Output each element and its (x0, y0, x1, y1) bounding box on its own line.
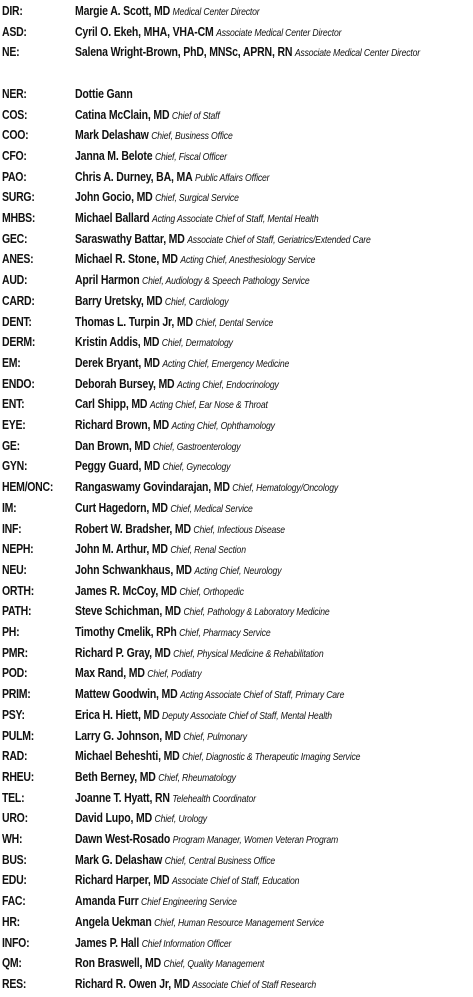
staff-title: Chief, Orthopedic (179, 586, 244, 598)
staff-title: Chief, Central Business Office (164, 855, 276, 867)
staff-name: Richard R. Owen Jr, MD (75, 976, 190, 991)
directory-row (0, 726, 473, 747)
directory-row (0, 581, 473, 602)
directory-row (0, 891, 473, 912)
directory-row (0, 394, 473, 415)
staff-entry (75, 933, 470, 956)
staff-name: Janna M. Belote (75, 148, 153, 163)
staff-title: Chief, Human Resource Management Service (154, 917, 324, 929)
department-abbreviation: BUS: (2, 852, 27, 867)
staff-title: Chief, Renal Section (170, 545, 246, 557)
staff-title: Deputy Associate Chief of Staff, Mental Health (162, 710, 332, 722)
staff-name: Cyril O. Ekeh, MHA, VHA-CM (75, 24, 214, 39)
staff-entry (75, 746, 470, 769)
staff-title: Chief, Gynecology (162, 462, 231, 474)
department-abbreviation: MHBS: (2, 211, 36, 225)
department-abbreviation: PRIM: (2, 687, 31, 702)
staff-name: Joanne T. Hyatt, RN (75, 790, 170, 805)
staff-name: Steve Schichman, MD (75, 604, 181, 619)
staff-title: Acting Associate Chief of Staff, Mental Health (152, 214, 319, 225)
staff-title: Chief, Surgical Service (155, 193, 239, 205)
staff-name: Mark G. Delashaw (75, 852, 163, 867)
staff-title: Associate Chief of Staff Research (192, 979, 317, 991)
staff-name: Richard Brown, MD (75, 418, 169, 432)
department-abbreviation: HR: (2, 914, 20, 929)
staff-entry (75, 643, 470, 666)
staff-name: Curt Hagedorn, MD (75, 500, 168, 515)
staff-entry (75, 22, 470, 45)
staff-name: Chris A. Durney, BA, MA (75, 169, 193, 184)
staff-title: Chief, Pulmonary (183, 731, 247, 743)
staff-name: Dan Brown, MD (75, 438, 151, 453)
staff-title: Acting Chief, Ear Nose & Throat (149, 400, 268, 412)
department-abbreviation: CFO: (2, 148, 27, 163)
staff-title: Associate Chief of Staff, Education (171, 876, 300, 888)
staff-name: Kristin Addis, MD (75, 335, 160, 350)
staff-title: Chief, Fiscal Officer (154, 151, 227, 163)
staff-entry (75, 332, 470, 355)
directory-row (0, 912, 473, 933)
staff-entry (75, 788, 470, 811)
directory-row (0, 870, 473, 891)
staff-entry (75, 187, 470, 210)
staff-entry (75, 663, 470, 686)
staff-entry (75, 456, 470, 479)
staff-entry (75, 581, 470, 604)
staff-name: Richard P. Gray, MD (75, 645, 171, 660)
staff-name: Dottie Gann (75, 86, 133, 101)
staff-title: Acting Chief, Emergency Medicine (162, 358, 290, 370)
staff-title: Telehealth Coordinator (172, 793, 256, 805)
staff-entry (75, 125, 470, 148)
department-abbreviation: NE: (2, 45, 20, 60)
department-abbreviation: RAD: (2, 749, 28, 764)
staff-title: Associate Medical Center Director (294, 48, 421, 60)
staff-entry (75, 270, 470, 293)
staff-entry (75, 208, 470, 231)
department-abbreviation: INF: (2, 521, 22, 536)
staff-name: John M. Arthur, MD (75, 542, 168, 557)
staff-entry (75, 912, 470, 935)
staff-entry (75, 539, 470, 562)
department-abbreviation: TEL: (2, 790, 25, 805)
staff-title: Acting Chief, Neurology (194, 565, 282, 577)
department-abbreviation: GYN: (2, 459, 28, 474)
directory-row (0, 933, 473, 954)
staff-name: James R. McCoy, MD (75, 583, 177, 598)
staff-title: Chief, Dermatology (161, 338, 233, 350)
staff-title: Chief Engineering Service (141, 897, 237, 909)
staff-entry (75, 974, 470, 997)
department-abbreviation: DERM: (2, 335, 36, 350)
department-abbreviation: PH: (2, 625, 20, 639)
staff-name: Catina McClain, MD (75, 107, 170, 122)
department-abbreviation: ENDO: (2, 376, 35, 391)
directory-row (0, 456, 473, 477)
staff-title: Chief Information Officer (141, 938, 232, 950)
department-abbreviation: DENT: (2, 314, 32, 329)
directory-row (0, 105, 473, 126)
directory-row (0, 788, 473, 809)
staff-name: Larry G. Johnson, MD (75, 728, 181, 743)
directory-row (0, 519, 473, 540)
directory-row (0, 663, 473, 684)
staff-entry (75, 870, 470, 893)
department-abbreviation: DIR: (2, 4, 23, 18)
staff-name: Saraswathy Battar, MD (75, 231, 185, 246)
staff-title: Acting Chief, Anesthesiology Service (180, 255, 316, 267)
staff-name: Margie A. Scott, MD (75, 4, 171, 18)
directory-row (0, 1, 473, 22)
staff-entry (75, 767, 470, 790)
directory-row (0, 42, 473, 83)
directory-row (0, 705, 473, 726)
department-abbreviation: IM: (2, 500, 17, 515)
staff-entry (75, 829, 470, 852)
department-abbreviation: GEC: (2, 231, 28, 246)
department-abbreviation: POD: (2, 666, 28, 681)
staff-entry (75, 291, 470, 314)
staff-name: Mattew Goodwin, MD (75, 687, 178, 702)
directory-row (0, 332, 473, 353)
directory-row (0, 684, 473, 705)
directory-row (0, 125, 473, 146)
directory-row (0, 436, 473, 457)
staff-name: Peggy Guard, MD (75, 459, 160, 474)
directory-row (0, 22, 473, 43)
staff-entry (75, 498, 470, 521)
staff-entry (75, 850, 470, 873)
directory-row (0, 84, 473, 105)
department-abbreviation: EDU: (2, 873, 27, 888)
directory-row (0, 850, 473, 871)
staff-name: Derek Bryant, MD (75, 355, 160, 370)
staff-title: Associate Chief of Staff, Geriatrics/Extended Care (187, 234, 371, 246)
staff-name: Erica H. Hiett, MD (75, 707, 160, 722)
department-abbreviation: AUD: (2, 273, 28, 288)
staff-entry (75, 726, 470, 749)
staff-name: April Harmon (75, 273, 140, 288)
directory-row (0, 477, 473, 498)
staff-title: Chief, Infectious Disease (193, 524, 285, 536)
staff-name: James P. Hall (75, 935, 140, 950)
directory-row (0, 953, 473, 974)
staff-title: Acting Chief, Ophthamology (171, 421, 275, 432)
staff-title: Chief, Physical Medicine & Rehabilitation (173, 648, 324, 660)
staff-name: Timothy Cmelik, RPh (75, 625, 177, 639)
directory-row (0, 249, 473, 270)
staff-name: John Schwankhaus, MD (75, 562, 192, 577)
staff-title: Chief, Pharmacy Service (179, 628, 271, 639)
staff-entry (75, 953, 470, 976)
staff-name: Beth Berney, MD (75, 769, 156, 784)
department-abbreviation: NEU: (2, 562, 27, 577)
staff-title: Associate Medical Center Director (216, 27, 342, 39)
department-abbreviation: INFO: (2, 935, 30, 950)
directory-row (0, 208, 473, 229)
staff-name: John Gocio, MD (75, 190, 153, 205)
staff-entry (75, 684, 470, 707)
staff-title: Chief, Dental Service (195, 317, 274, 329)
directory-row (0, 808, 473, 829)
directory-row (0, 291, 473, 312)
staff-name: Robert W. Bradsher, MD (75, 521, 191, 536)
department-abbreviation: NER: (2, 86, 27, 101)
staff-entry (75, 84, 470, 105)
staff-name: Max Rand, MD (75, 666, 145, 681)
department-abbreviation: ORTH: (2, 583, 34, 598)
department-abbreviation: ASD: (2, 24, 27, 39)
department-abbreviation: WH: (2, 832, 23, 846)
staff-title: Public Affairs Officer (195, 172, 270, 184)
directory-row (0, 601, 473, 622)
staff-entry (75, 601, 470, 624)
staff-entry (75, 394, 470, 417)
staff-name: Barry Uretsky, MD (75, 293, 163, 308)
department-abbreviation: PAO: (2, 169, 27, 184)
directory-row (0, 829, 473, 850)
directory-row (0, 643, 473, 664)
staff-title: Chief, Diagnostic & Therapeutic Imaging Service (182, 752, 361, 764)
staff-name: Richard Harper, MD (75, 873, 170, 888)
staff-entry (75, 249, 470, 272)
staff-name: Michael R. Stone, MD (75, 252, 178, 267)
department-abbreviation: ANES: (2, 252, 34, 267)
staff-name: Amanda Furr (75, 894, 139, 909)
department-abbreviation: GE: (2, 438, 20, 453)
directory-row (0, 229, 473, 250)
staff-entry (75, 415, 470, 438)
staff-entry (75, 353, 470, 376)
staff-entry (75, 1, 470, 24)
staff-name: Salena Wright-Brown, PhD, MNSc, APRN, RN (75, 45, 293, 60)
staff-title: Chief, Hematology/Oncology (232, 483, 339, 495)
staff-entry (75, 105, 470, 128)
directory-row (0, 374, 473, 395)
department-abbreviation: EM: (2, 355, 21, 370)
staff-title: Chief of Staff (171, 110, 220, 122)
staff-entry (75, 560, 470, 583)
staff-name: Deborah Bursey, MD (75, 376, 175, 391)
department-abbreviation: RHEU: (2, 769, 34, 784)
staff-title: Acting Chief, Endocrinology (176, 379, 279, 391)
department-abbreviation: URO: (2, 811, 28, 826)
department-abbreviation: RES: (2, 976, 27, 991)
directory-row (0, 560, 473, 581)
staff-entry (75, 705, 470, 728)
staff-title: Chief, Urology (154, 814, 207, 826)
staff-title: Chief, Business Office (151, 131, 233, 143)
staff-entry (75, 167, 470, 190)
staff-entry (75, 622, 470, 645)
staff-name: David Lupo, MD (75, 811, 152, 826)
directory-row (0, 415, 473, 436)
department-abbreviation: COS: (2, 107, 28, 122)
staff-name: Carl Shipp, MD (75, 397, 148, 412)
directory-row (0, 539, 473, 560)
staff-name: Michael Beheshti, MD (75, 749, 180, 764)
staff-name: Michael Ballard (75, 211, 150, 225)
staff-title: Chief, Gastroenterology (152, 441, 241, 453)
department-abbreviation: COO: (2, 128, 29, 143)
staff-entry (75, 436, 470, 459)
directory-row (0, 498, 473, 519)
staff-title: Chief, Pathology & Laboratory Medicine (183, 607, 330, 619)
department-abbreviation: PMR: (2, 645, 28, 660)
staff-name: Mark Delashaw (75, 128, 149, 143)
staff-title: Program Manager, Women Veteran Program (172, 835, 339, 846)
directory-row (0, 974, 473, 995)
department-abbreviation: FAC: (2, 894, 26, 909)
staff-entry (75, 891, 470, 914)
department-abbreviation: PATH: (2, 604, 32, 619)
directory-row (0, 767, 473, 788)
staff-title: Chief, Cardiology (164, 296, 229, 308)
department-abbreviation: ENT: (2, 397, 25, 412)
staff-entry (75, 146, 470, 169)
staff-entry (75, 42, 466, 65)
department-abbreviation: CARD: (2, 293, 35, 308)
staff-title: Chief, Rheumatology (158, 772, 236, 784)
staff-title: Chief, Quality Management (163, 959, 265, 971)
directory-row (0, 270, 473, 291)
directory-row (0, 622, 473, 643)
department-abbreviation: QM: (2, 956, 22, 971)
staff-title: Medical Center Director (172, 7, 260, 18)
staff-entry (75, 808, 470, 831)
department-abbreviation: PSY: (2, 707, 25, 722)
staff-title: Chief, Medical Service (170, 503, 253, 515)
staff-title: Acting Associate Chief of Staff, Primary Care (180, 690, 345, 702)
staff-title: Chief, Podiatry (147, 669, 202, 681)
department-abbreviation: SURG: (2, 190, 35, 205)
staff-name: Thomas L. Turpin Jr, MD (75, 314, 193, 329)
department-abbreviation: EYE: (2, 418, 26, 432)
department-abbreviation: PULM: (2, 728, 34, 743)
directory-row (0, 746, 473, 767)
staff-entry (75, 229, 470, 252)
staff-name: Dawn West-Rosado (75, 832, 171, 846)
directory-row (0, 353, 473, 374)
staff-name: Angela Uekman (75, 914, 152, 929)
directory-row (0, 187, 473, 208)
staff-title: Chief, Audiology & Speech Pathology Service (142, 276, 310, 288)
staff-entry (75, 477, 470, 500)
department-abbreviation: NEPH: (2, 542, 34, 557)
staff-name: Rangaswamy Govindarajan, MD (75, 480, 230, 495)
directory-row (0, 312, 473, 333)
staff-name: Ron Braswell, MD (75, 956, 161, 971)
staff-entry (75, 374, 470, 397)
staff-entry (75, 312, 470, 335)
department-abbreviation: HEM/ONC: (2, 480, 54, 495)
directory-row (0, 146, 473, 167)
staff-entry (75, 519, 470, 542)
directory-row (0, 167, 473, 188)
